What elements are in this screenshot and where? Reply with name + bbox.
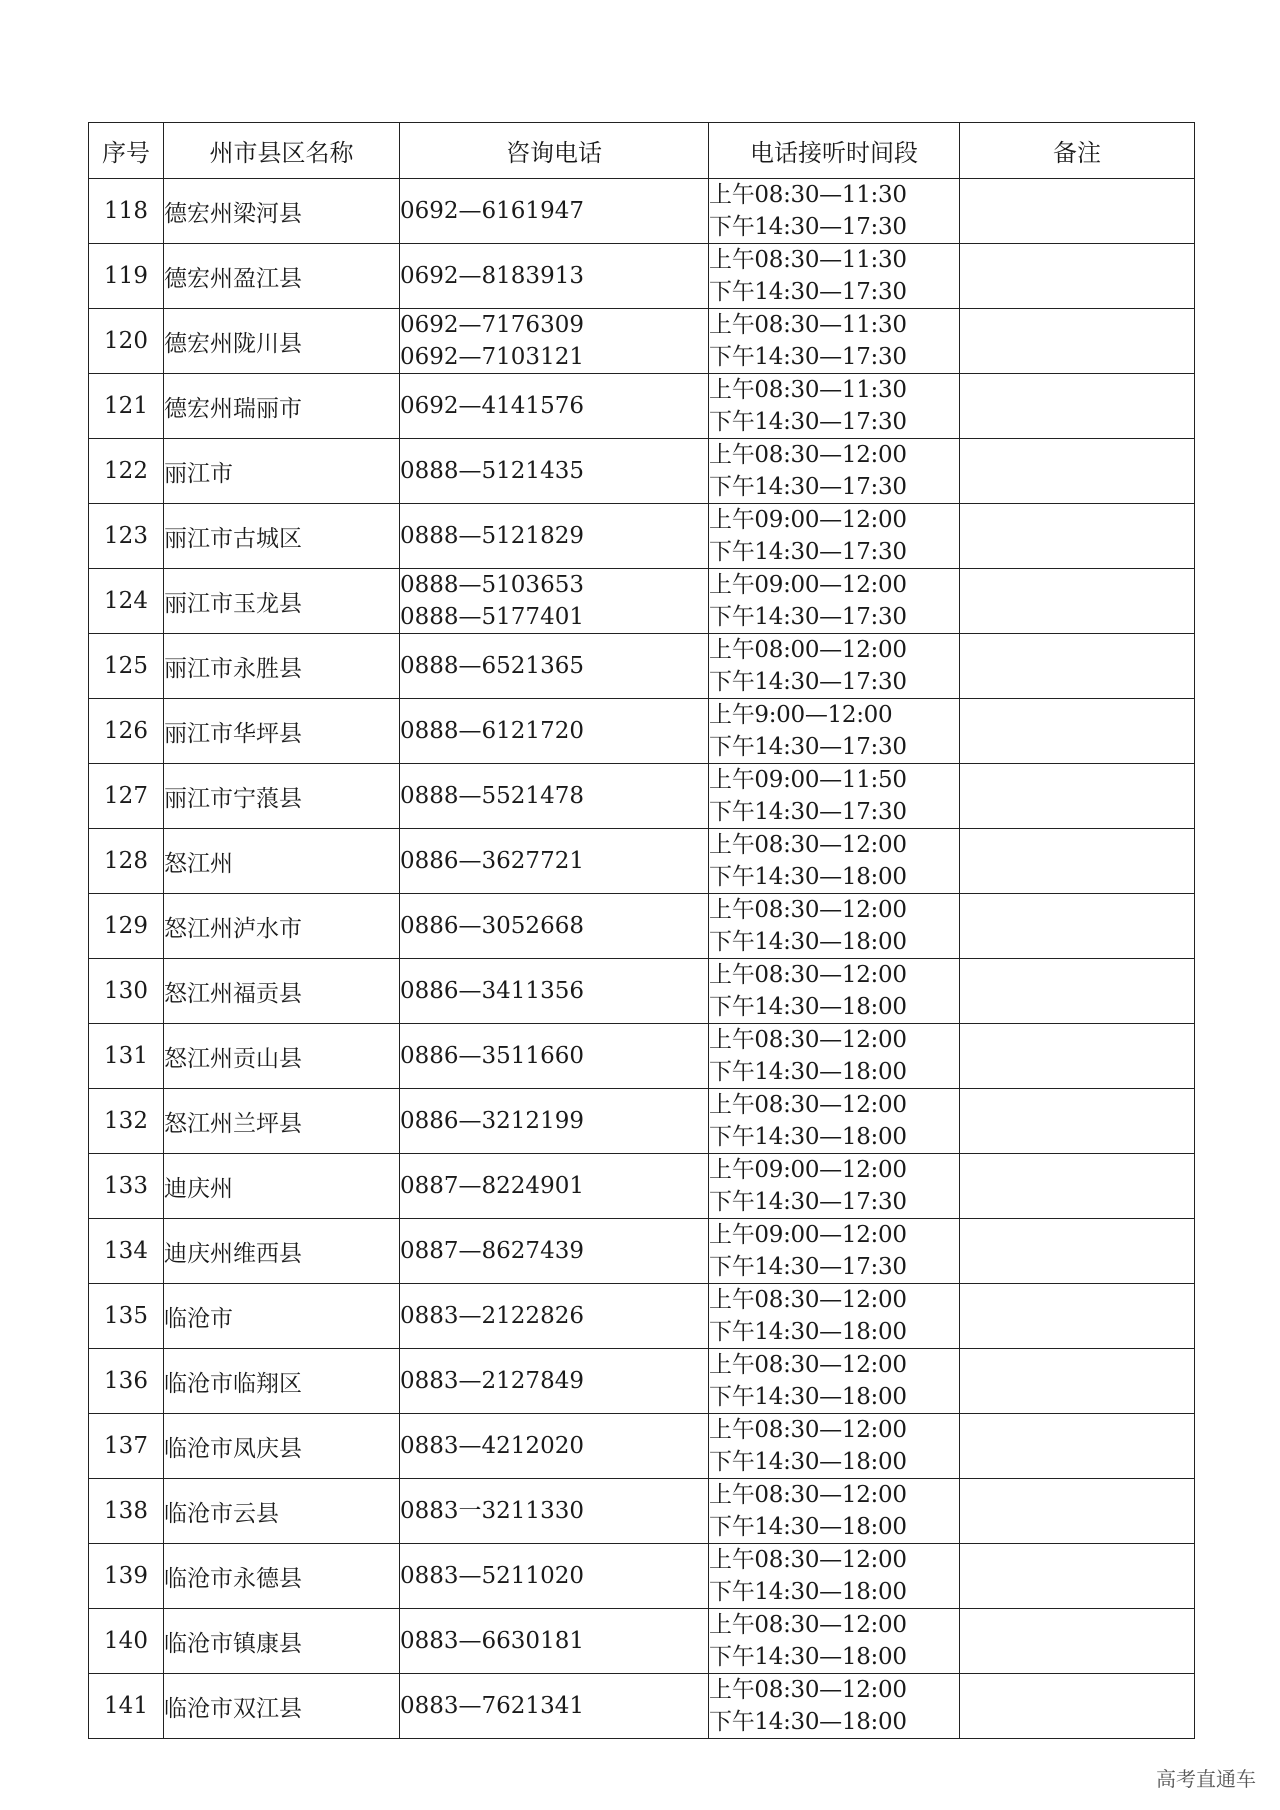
table-row [89,1674,1195,1739]
hours-cell [709,439,960,504]
phone-number: 0888—6521365 [400,653,584,679]
phone-number: 0692—8183913 [400,263,584,289]
table-row [89,894,1195,959]
note-cell [960,1284,1195,1349]
phone-number: 0888—5103653 [400,572,584,598]
row-number: 120 [89,309,164,374]
table-row [89,1089,1195,1154]
phone-number: 0883—2127849 [400,1368,584,1394]
morning-hours: 上午08:30—12:00 [709,1482,907,1508]
afternoon-hours: 下午14:30—18:00 [709,864,907,890]
hours-cell [709,894,960,959]
phone-cell [400,1414,709,1479]
phone-cell [400,1219,709,1284]
region-name: 迪庆州维西县 [164,1219,400,1284]
afternoon-hours: 下午14:30—17:30 [709,474,907,500]
morning-hours: 上午09:00—12:00 [709,507,907,533]
table-row [89,829,1195,894]
note-cell [960,309,1195,374]
afternoon-hours: 下午14:30—18:00 [709,929,907,955]
note-cell [960,1089,1195,1154]
afternoon-hours: 下午14:30—18:00 [709,994,907,1020]
morning-hours: 上午08:30—12:00 [709,962,907,988]
row-number: 123 [89,504,164,569]
phone-number: 0883—2122826 [400,1303,584,1329]
phone-number: 0692—7103121 [400,344,584,370]
table-row [89,309,1195,374]
phone-number: 0692—7176309 [400,312,584,338]
note-cell [960,829,1195,894]
region-name: 德宏州盈江县 [164,244,400,309]
phone-cell [400,1154,709,1219]
note-cell [960,1544,1195,1609]
afternoon-hours: 下午14:30—17:30 [709,279,907,305]
row-number: 141 [89,1674,164,1739]
morning-hours: 上午09:00—12:00 [709,1157,907,1183]
row-number: 134 [89,1219,164,1284]
region-name: 丽江市华坪县 [164,699,400,764]
phone-cell [400,309,709,374]
hours-cell [709,1349,960,1414]
note-cell [960,1414,1195,1479]
phone-cell [400,894,709,959]
afternoon-hours: 下午14:30—18:00 [709,1319,907,1345]
region-name: 丽江市 [164,439,400,504]
note-cell [960,1479,1195,1544]
watermark-text: 高考直通车 [1156,1767,1256,1791]
morning-hours: 上午08:30—12:00 [709,1677,907,1703]
note-cell [960,504,1195,569]
phone-cell [400,634,709,699]
phone-number: 0886—3052668 [400,913,584,939]
morning-hours: 上午08:30—12:00 [709,1092,907,1118]
morning-hours: 上午08:00—12:00 [709,637,907,663]
phone-number: 0887—8627439 [400,1238,584,1264]
region-name: 丽江市宁蒗县 [164,764,400,829]
region-name: 临沧市 [164,1284,400,1349]
phone-cell [400,374,709,439]
table-row [89,1544,1195,1609]
table-row [89,1219,1195,1284]
header-no: 序号 [89,123,164,179]
table-row [89,439,1195,504]
afternoon-hours: 下午14:30—18:00 [709,1124,907,1150]
row-number: 137 [89,1414,164,1479]
table-row [89,1024,1195,1089]
header-phone: 咨询电话 [400,123,709,179]
table-row [89,634,1195,699]
table-row [89,1284,1195,1349]
note-cell [960,1154,1195,1219]
region-name: 丽江市永胜县 [164,634,400,699]
phone-number: 0883一3211330 [400,1498,584,1524]
phone-number: 0883—5211020 [400,1563,584,1589]
afternoon-hours: 下午14:30—17:30 [709,1189,907,1215]
row-number: 138 [89,1479,164,1544]
header-name: 州市县区名称 [164,123,400,179]
phone-cell [400,439,709,504]
morning-hours: 上午08:30—12:00 [709,1417,907,1443]
note-cell [960,764,1195,829]
morning-hours: 上午08:30—12:00 [709,442,907,468]
region-name: 临沧市云县 [164,1479,400,1544]
row-number: 131 [89,1024,164,1089]
row-number: 133 [89,1154,164,1219]
table-row [89,1609,1195,1674]
morning-hours: 上午08:30—11:30 [709,312,907,338]
row-number: 118 [89,179,164,244]
hours-cell [709,1674,960,1739]
note-cell [960,1024,1195,1089]
hours-cell [709,1154,960,1219]
note-cell [960,894,1195,959]
phone-number: 0883—7621341 [400,1693,584,1719]
phone-cell [400,699,709,764]
region-name: 怒江州 [164,829,400,894]
hours-cell [709,1024,960,1089]
phone-number: 0886—3411356 [400,978,584,1004]
hours-cell [709,1609,960,1674]
phone-cell [400,1024,709,1089]
hours-cell [709,764,960,829]
table-row [89,764,1195,829]
row-number: 135 [89,1284,164,1349]
header-row [89,123,1195,179]
phone-number: 0888—6121720 [400,718,584,744]
phone-number: 0886—3212199 [400,1108,584,1134]
phone-number: 0883—4212020 [400,1433,584,1459]
hours-cell [709,244,960,309]
table-row [89,1414,1195,1479]
note-cell [960,374,1195,439]
region-name: 临沧市双江县 [164,1674,400,1739]
note-cell [960,244,1195,309]
phone-cell [400,829,709,894]
hours-cell [709,1414,960,1479]
afternoon-hours: 下午14:30—18:00 [709,1449,907,1475]
hours-cell [709,829,960,894]
morning-hours: 上午08:30—12:00 [709,1287,907,1313]
region-name: 怒江州贡山县 [164,1024,400,1089]
phone-number: 0886—3627721 [400,848,584,874]
afternoon-hours: 下午14:30—18:00 [709,1384,907,1410]
phone-number: 0886—3511660 [400,1043,584,1069]
hours-cell [709,959,960,1024]
row-number: 128 [89,829,164,894]
table-row [89,1349,1195,1414]
phone-number: 0692—6161947 [400,198,584,224]
phone-number: 0883—6630181 [400,1628,584,1654]
afternoon-hours: 下午14:30—17:30 [709,799,907,825]
region-name: 怒江州福贡县 [164,959,400,1024]
note-cell [960,439,1195,504]
morning-hours: 上午08:30—12:00 [709,1547,907,1573]
note-cell [960,1349,1195,1414]
region-name: 临沧市凤庆县 [164,1414,400,1479]
region-name: 临沧市临翔区 [164,1349,400,1414]
table-row [89,1154,1195,1219]
table-row [89,959,1195,1024]
hours-cell [709,1479,960,1544]
afternoon-hours: 下午14:30—18:00 [709,1709,907,1735]
hours-cell [709,374,960,439]
row-number: 119 [89,244,164,309]
phone-cell [400,1609,709,1674]
afternoon-hours: 下午14:30—17:30 [709,344,907,370]
afternoon-hours: 下午14:30—17:30 [709,604,907,630]
region-name: 德宏州瑞丽市 [164,374,400,439]
hours-cell [709,699,960,764]
row-number: 125 [89,634,164,699]
morning-hours: 上午09:00—11:50 [709,767,907,793]
region-name: 德宏州陇川县 [164,309,400,374]
hours-cell [709,179,960,244]
hours-cell [709,1544,960,1609]
note-cell [960,634,1195,699]
phone-cell [400,1089,709,1154]
row-number: 122 [89,439,164,504]
morning-hours: 上午09:00—12:00 [709,1222,907,1248]
phone-number: 0692—4141576 [400,393,584,419]
table-header [89,123,1195,179]
phone-cell [400,1544,709,1609]
phone-cell [400,569,709,634]
afternoon-hours: 下午14:30—18:00 [709,1579,907,1605]
region-name: 丽江市玉龙县 [164,569,400,634]
phone-cell [400,1479,709,1544]
phone-cell [400,1674,709,1739]
phone-cell [400,1349,709,1414]
hours-cell [709,1219,960,1284]
phone-cell [400,1284,709,1349]
morning-hours: 上午09:00—12:00 [709,572,907,598]
hours-cell [709,634,960,699]
row-number: 127 [89,764,164,829]
hours-cell [709,309,960,374]
phone-number: 0888—5521478 [400,783,584,809]
phone-number: 0888—5121435 [400,458,584,484]
row-number: 121 [89,374,164,439]
row-number: 136 [89,1349,164,1414]
afternoon-hours: 下午14:30—18:00 [709,1059,907,1085]
note-cell [960,1609,1195,1674]
header-note: 备注 [960,123,1195,179]
contact-table [88,122,1195,1739]
afternoon-hours: 下午14:30—18:00 [709,1514,907,1540]
phone-number: 0888—5121829 [400,523,584,549]
note-cell [960,959,1195,1024]
morning-hours: 上午08:30—12:00 [709,897,907,923]
note-cell [960,569,1195,634]
table-row [89,179,1195,244]
morning-hours: 上午08:30—12:00 [709,1027,907,1053]
region-name: 临沧市永德县 [164,1544,400,1609]
phone-number: 0888—5177401 [400,604,584,630]
row-number: 130 [89,959,164,1024]
afternoon-hours: 下午14:30—17:30 [709,1254,907,1280]
note-cell [960,1674,1195,1739]
row-number: 132 [89,1089,164,1154]
morning-hours: 上午08:30—11:30 [709,247,907,273]
morning-hours: 上午08:30—12:00 [709,1612,907,1638]
morning-hours: 上午08:30—12:00 [709,1352,907,1378]
afternoon-hours: 下午14:30—18:00 [709,1644,907,1670]
hours-cell [709,1284,960,1349]
row-number: 139 [89,1544,164,1609]
phone-cell [400,959,709,1024]
afternoon-hours: 下午14:30—17:30 [709,214,907,240]
region-name: 怒江州兰坪县 [164,1089,400,1154]
table-row [89,504,1195,569]
hours-cell [709,569,960,634]
region-name: 丽江市古城区 [164,504,400,569]
phone-cell [400,504,709,569]
table-row [89,374,1195,439]
phone-cell [400,764,709,829]
region-name: 迪庆州 [164,1154,400,1219]
table-row [89,1479,1195,1544]
afternoon-hours: 下午14:30—17:30 [709,669,907,695]
note-cell [960,1219,1195,1284]
phone-number: 0887—8224901 [400,1173,584,1199]
note-cell [960,179,1195,244]
row-number: 140 [89,1609,164,1674]
region-name: 临沧市镇康县 [164,1609,400,1674]
afternoon-hours: 下午14:30—17:30 [709,539,907,565]
region-name: 德宏州梁河县 [164,179,400,244]
phone-cell [400,244,709,309]
morning-hours: 上午08:30—11:30 [709,182,907,208]
hours-cell [709,1089,960,1154]
header-time: 电话接听时间段 [709,123,960,179]
table-row [89,244,1195,309]
region-name: 怒江州泸水市 [164,894,400,959]
table-body [89,179,1195,1739]
hours-cell [709,504,960,569]
note-cell [960,699,1195,764]
row-number: 129 [89,894,164,959]
morning-hours: 上午08:30—11:30 [709,377,907,403]
table-row [89,699,1195,764]
morning-hours: 上午08:30—12:00 [709,832,907,858]
phone-cell [400,179,709,244]
morning-hours: 上午9:00—12:00 [709,702,893,728]
afternoon-hours: 下午14:30—17:30 [709,409,907,435]
row-number: 126 [89,699,164,764]
table-row [89,569,1195,634]
row-number: 124 [89,569,164,634]
afternoon-hours: 下午14:30—17:30 [709,734,907,760]
